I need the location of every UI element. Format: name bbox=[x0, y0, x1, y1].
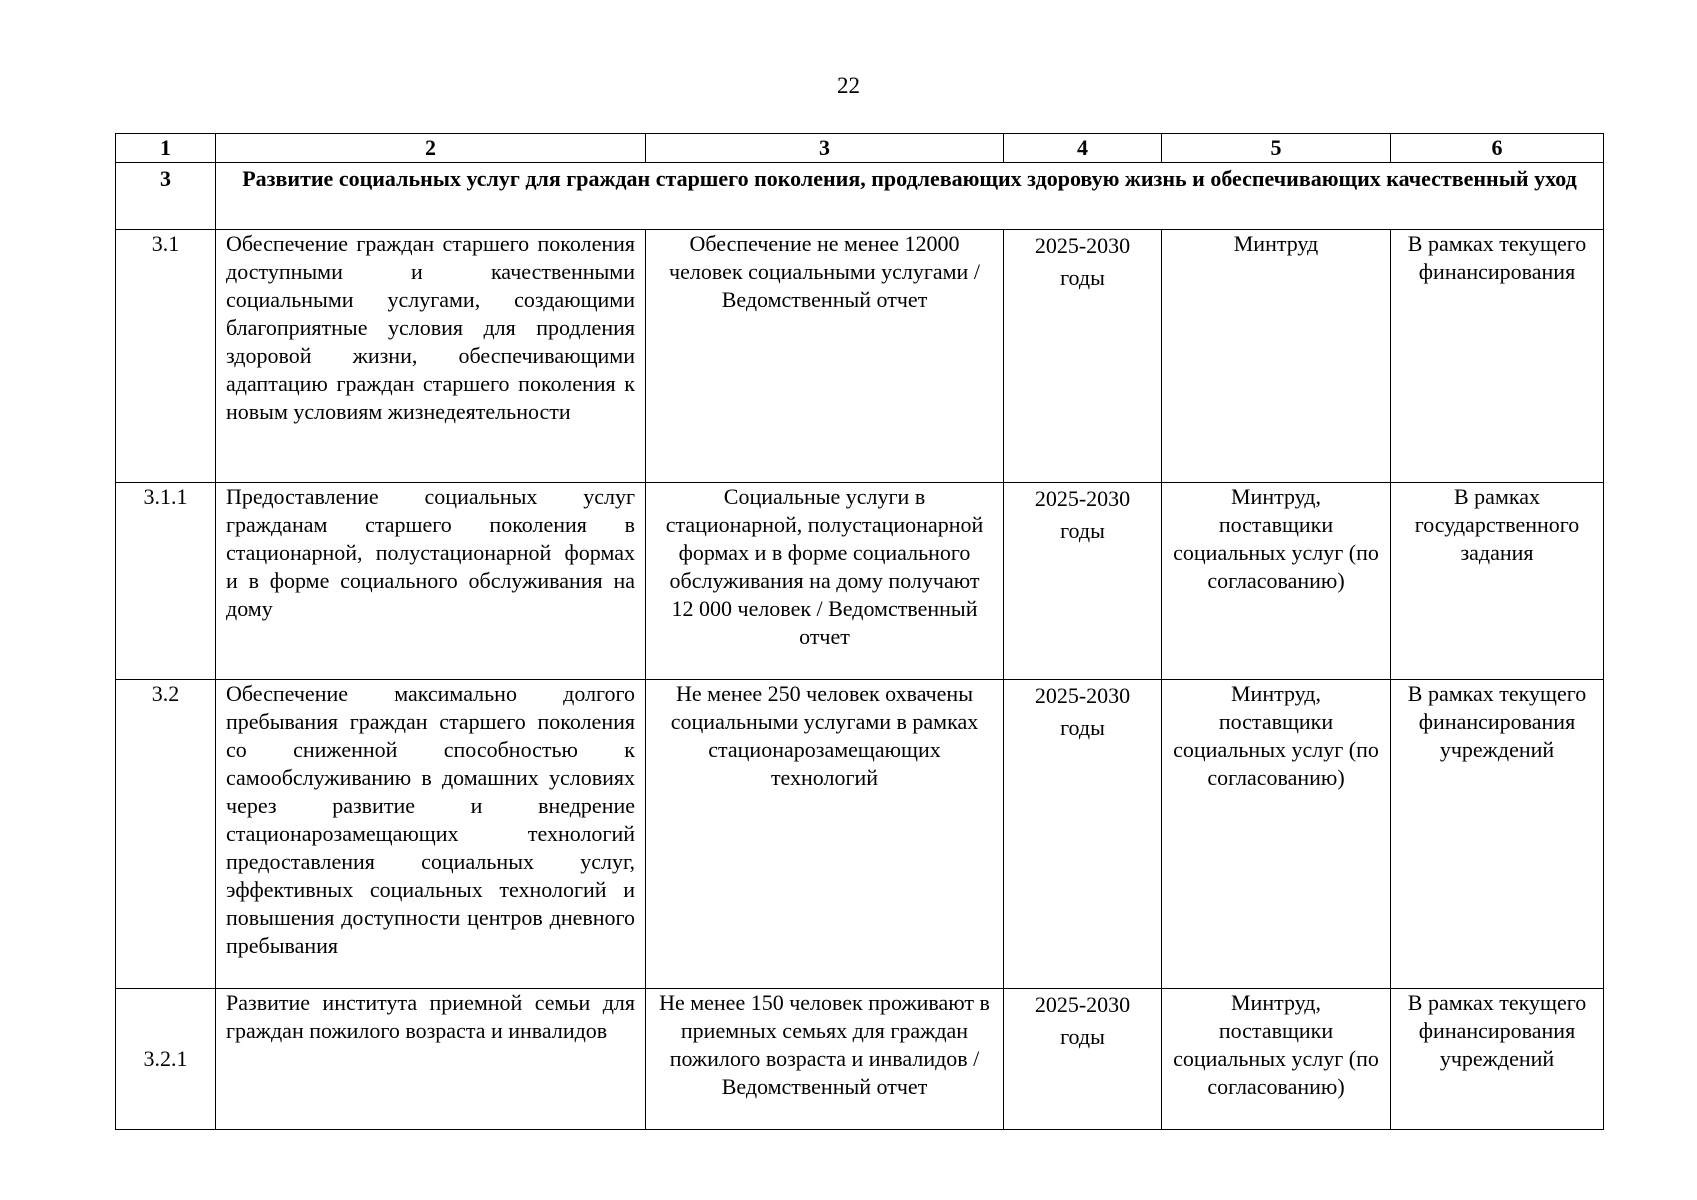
financing-source: В рамках государственного задания bbox=[1391, 483, 1604, 680]
column-number: 6 bbox=[1391, 134, 1604, 163]
column-number: 2 bbox=[216, 134, 646, 163]
section-title: Развитие социальных услуг для граждан старшего поколения, продлевающих здоровую жизнь и обеспечивающих качественный уход bbox=[216, 163, 1604, 230]
table-row bbox=[116, 230, 1604, 483]
row-number: 3.2 bbox=[116, 680, 216, 989]
table-row bbox=[116, 483, 1604, 680]
table-row bbox=[116, 989, 1604, 1130]
column-number: 3 bbox=[646, 134, 1004, 163]
column-number: 1 bbox=[116, 134, 216, 163]
section-number: 3 bbox=[116, 163, 216, 230]
implementation-period: 2025-2030 годы bbox=[1034, 486, 1131, 543]
responsible-executor: Минтруд, поставщики социальных услуг (по согласованию) bbox=[1162, 483, 1391, 680]
action-plan-table bbox=[115, 133, 1604, 1130]
financing-source: В рамках текущего финансирования bbox=[1391, 230, 1604, 483]
responsible-executor: Минтруд, поставщики социальных услуг (по согласованию) bbox=[1162, 680, 1391, 989]
row-number: 3.1 bbox=[116, 230, 216, 483]
column-number-row bbox=[116, 134, 1604, 163]
expected-result: Не менее 150 человек проживают в приемных семьях для граждан пожилого возраста и инвалидов / Ведомственный отчет bbox=[646, 989, 1004, 1130]
measure-name: Обеспечение граждан старшего поколения доступными и качественными социальными услугами, создающими благоприятные условия для продления здоровой жизни, обеспечивающими адаптацию граждан старшего поколения к новым условиям жизнедеятельности bbox=[226, 231, 635, 424]
responsible-executor: Минтруд, поставщики социальных услуг (по согласованию) bbox=[1162, 989, 1391, 1130]
expected-result: Социальные услуги в стационарной, полустационарной формах и в форме социального обслуживания на дому получают 12 000 человек / Ведомственный отчет bbox=[646, 483, 1004, 680]
measure-name: Предоставление социальных услуг гражданам старшего поколения в стационарной, полустационарной формах и в форме социального обслуживания на дому bbox=[226, 484, 635, 621]
implementation-period: 2025-2030 годы bbox=[1034, 233, 1131, 290]
responsible-executor: Минтруд bbox=[1162, 230, 1391, 483]
column-number: 4 bbox=[1004, 134, 1162, 163]
row-number: 3.1.1 bbox=[116, 483, 216, 680]
expected-result: Не менее 250 человек охвачены социальными услугами в рамках стационарозамещающих технологий bbox=[646, 680, 1004, 989]
page-number: 22 bbox=[837, 73, 860, 98]
section-row bbox=[116, 163, 1604, 230]
column-number: 5 bbox=[1162, 134, 1391, 163]
measure-name: Развитие института приемной семьи для граждан пожилого возраста и инвалидов bbox=[226, 990, 635, 1043]
expected-result: Обеспечение не менее 12000 человек социальными услугами / Ведомственный отчет bbox=[646, 230, 1004, 483]
table-row bbox=[116, 680, 1604, 989]
measure-name: Обеспечение максимально долгого пребывания граждан старшего поколения со сниженной способностью к самообслуживанию в домашних условиях через развитие и внедрение стационарозамещающих технологий предоставления социальных услуг, эффективных социальных технологий и повышения доступности центров дневного пребывания bbox=[226, 681, 635, 958]
financing-source: В рамках текущего финансирования учреждений bbox=[1391, 989, 1604, 1130]
implementation-period: 2025-2030 годы bbox=[1034, 992, 1131, 1049]
implementation-period: 2025-2030 годы bbox=[1034, 683, 1131, 740]
financing-source: В рамках текущего финансирования учреждений bbox=[1391, 680, 1604, 989]
row-number: 3.2.1 bbox=[116, 989, 216, 1130]
